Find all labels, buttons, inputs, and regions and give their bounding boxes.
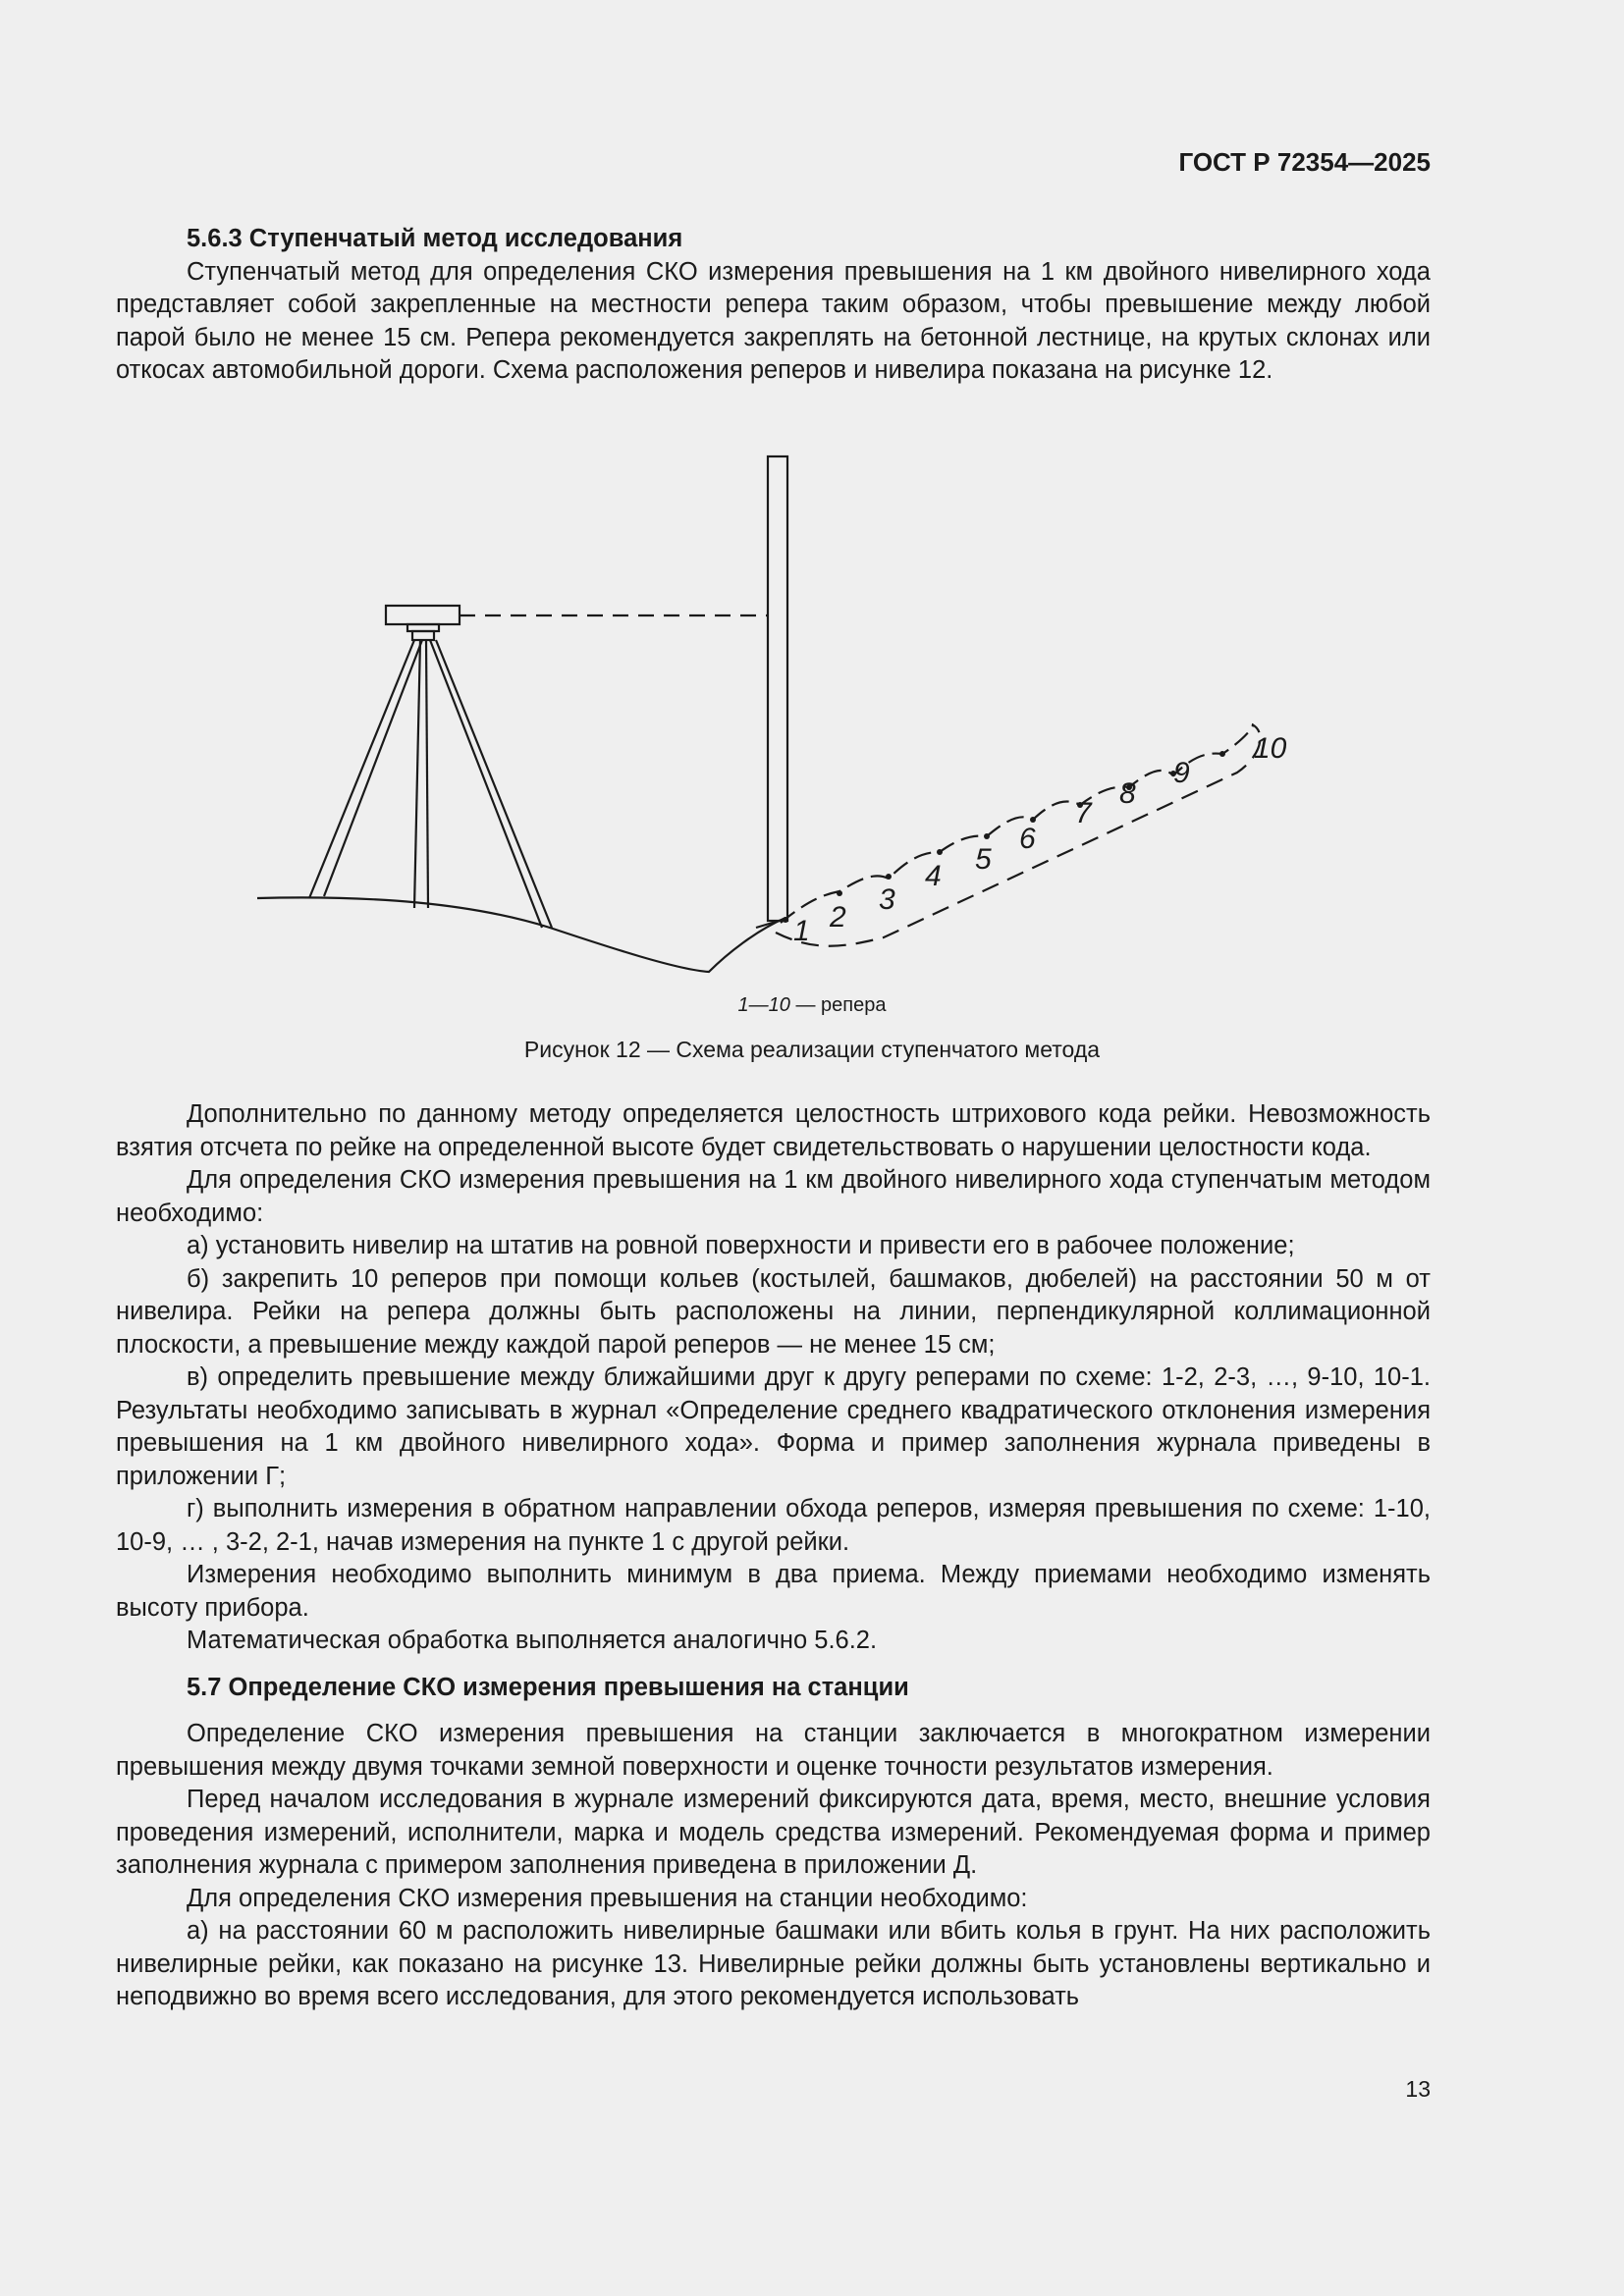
- paragraph: Для определения СКО измерения превышения на 1 км двойного нивелирного хода ступенчатым методом необходимо:: [116, 1166, 1431, 1227]
- section-heading: 5.6.3 Ступенчатый метод исследования: [187, 225, 683, 252]
- ground-line: [257, 897, 785, 972]
- benchmark-label: 10: [1254, 732, 1287, 765]
- benchmark-label: 5: [975, 843, 992, 876]
- figure-legend: [0, 994, 1624, 1017]
- tripod-leg: [309, 640, 414, 898]
- upper-dashed-chain: [781, 724, 1253, 923]
- paragraph: Математическая обработка выполняется аналогично 5.6.2.: [187, 1627, 878, 1654]
- leveling-staff: [768, 456, 787, 921]
- document-code: ГОСТ Р 72354—2025: [1178, 147, 1431, 177]
- list-item-g: г) выполнить измерения в обратном направлении обхода реперов, измеряя превышения по схеме: 1-10, 10-9, … , 3-2, 2-1, начав измерения на пункте 1 с другой рейки.: [116, 1495, 1431, 1556]
- list-item-a: а) на расстоянии 60 м расположить нивелирные башмаки или вбить колья в грунт. На них расположить нивелирные рейки, как показано на рисунке 13. Нивелирные рейки должны быть установлены вертикально и неподвижно во время всего исследования, для этого рекомендуется использовать: [116, 1917, 1431, 2010]
- benchmark-label: 4: [925, 860, 942, 892]
- benchmark-label: 3: [879, 883, 895, 916]
- benchmark-label: 9: [1173, 757, 1190, 789]
- tripod-leg: [430, 640, 542, 928]
- paragraph: Дополнительно по данному методу определяется целостность штрихового кода рейки. Невозможность взятия отсчета по рейке на определенной высоте будет свидетельствовать о нарушении целостности кода.: [116, 1100, 1431, 1161]
- page-number: 13: [1405, 2076, 1431, 2102]
- legend-text: — репера: [789, 994, 887, 1016]
- benchmark-label: 1: [793, 915, 810, 947]
- list-item-v: в) определить превышение между ближайшими друг к другу реперами по схеме: 1-2, 2-3, …, 9-10, 10-1. Результаты необходимо записывать в журнал «Определение среднего квадратического отклонения измерения превышения на 1 км двойного нивелирного хода». Форма и пример заполнения журнала приведены в приложении Г;: [116, 1363, 1431, 1490]
- body-text: [116, 1098, 1431, 2014]
- legend-range: 1—10: [737, 994, 790, 1016]
- tripod-leg: [414, 640, 420, 908]
- paragraph: Измерения необходимо выполнить минимум в два приема. Между приемами необходимо изменять высоту прибора.: [116, 1561, 1431, 1622]
- paragraph: Для определения СКО измерения превышения на станции необходимо:: [187, 1884, 1028, 1912]
- figure-12-diagram: [0, 442, 1624, 991]
- paragraph: Определение СКО измерения превышения на станции заключается в многократном измерении превышения между двумя точками земной поверхности и оценке точности результатов измерения.: [116, 1720, 1431, 1781]
- benchmark-label: 8: [1119, 777, 1136, 810]
- list-item-a: а) установить нивелир на штатив на ровной поверхности и привести его в рабочее положение;: [187, 1232, 1295, 1259]
- figure-caption: Рисунок 12 — Схема реализации ступенчатого метода: [523, 1037, 1101, 1062]
- list-item-b: б) закрепить 10 реперов при помощи кольев (костылей, башмаков, дюбелей) на расстоянии 50 м от нивелира. Рейки на репера должны быть расположены на линии, перпендикулярной коллимационной плоскости, а превышение между каждой парой реперов — не менее 15 см;: [116, 1264, 1431, 1359]
- benchmark-label: 2: [830, 901, 846, 934]
- paragraph: Ступенчатый метод для определения СКО измерения превышения на 1 км двойного нивелирного хода представляет собой закрепленные на местности репера таким образом, чтобы превышение между любой парой было не менее 15 см. Репера рекомендуется закреплять на бетонной лестнице, на крутых склонах или откосах автомобильной дороги. Схема расположения реперов и нивелира показана на рисунке 12.: [116, 257, 1431, 384]
- paragraph: Перед началом исследования в журнале измерений фиксируются дата, время, место, внешние условия проведения измерений, исполнители, марка и модель средства измерений. Рекомендуемая форма и пример заполнения журнала с примером заполнения приведена в приложении Д.: [116, 1786, 1431, 1879]
- section-heading: 5.7 Определение СКО измерения превышения на станции: [187, 1673, 909, 1701]
- level-instrument: [386, 606, 460, 624]
- benchmark-label: 7: [1075, 797, 1092, 829]
- benchmark-label: 6: [1019, 823, 1036, 855]
- section-5-6-3: [116, 223, 1431, 388]
